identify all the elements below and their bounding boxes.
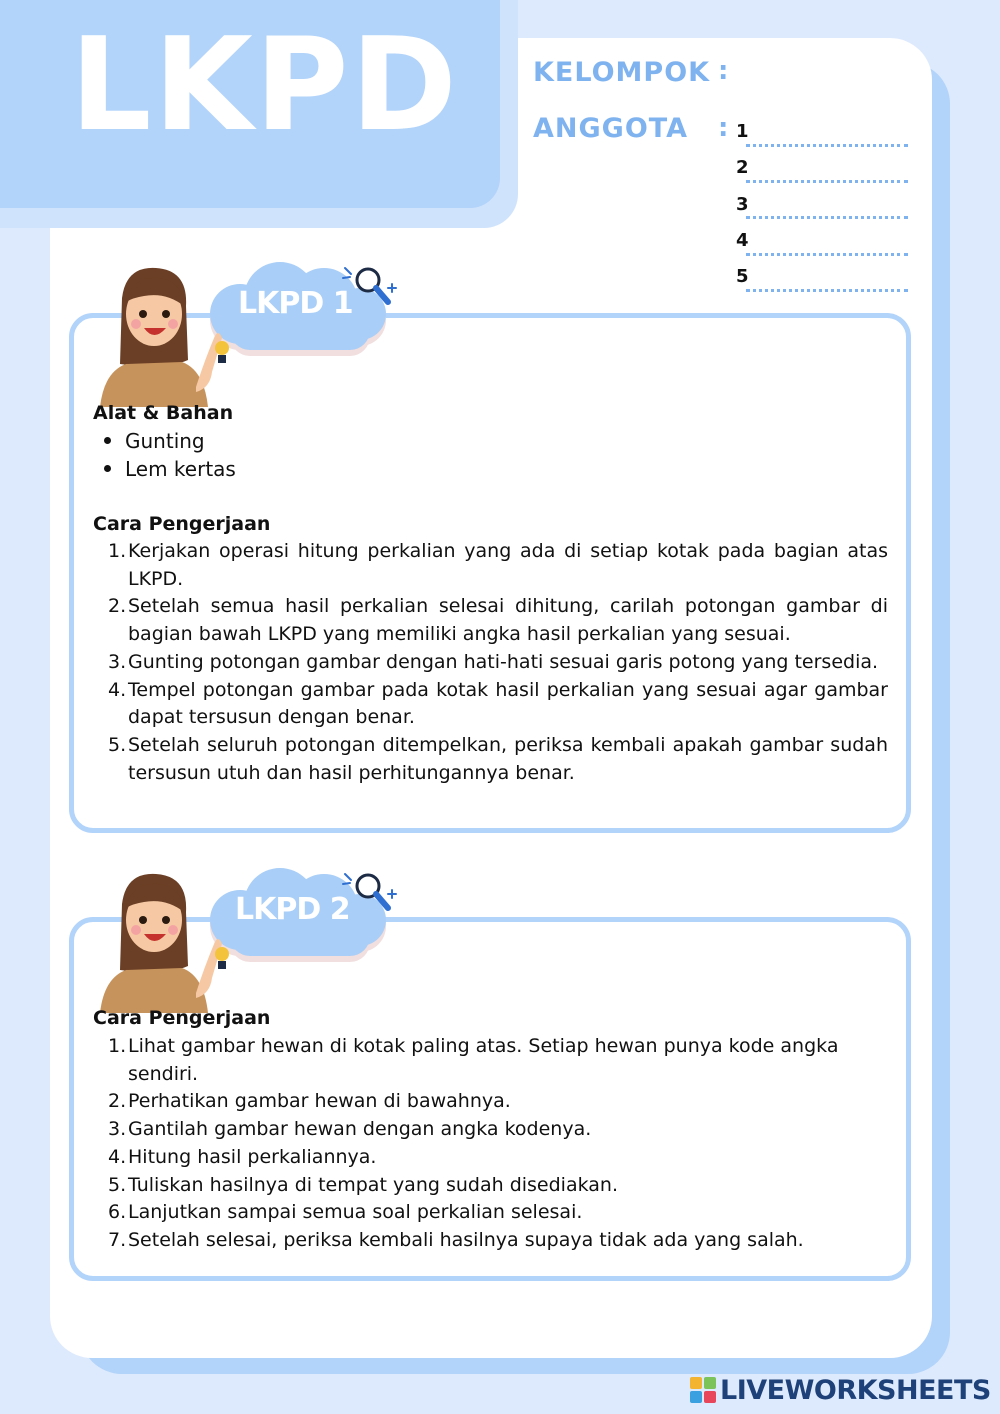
list-item: 4. Hitung hasil perkaliannya. <box>108 1145 377 1168</box>
list-item: 5. Setelah seluruh potongan ditempelkan, periksa kembali apakah gambar sudah tersusun utuh dan hasil perhitungannya benar. <box>108 733 888 784</box>
lightbulb-icon <box>215 947 229 969</box>
member-number-4: 4 <box>736 230 749 251</box>
liveworksheets-wordmark: LIVEWORKSHEETS <box>720 1374 991 1406</box>
lkpd1-steps-list <box>108 538 888 787</box>
member-input-5[interactable] <box>746 289 908 292</box>
list-item: 7. Setelah selesai, periksa kembali hasilnya supaya tidak ada yang salah. <box>108 1228 804 1251</box>
liveworksheets-icon <box>690 1377 716 1403</box>
group-colon: : <box>718 56 729 86</box>
list-item: Gunting <box>104 427 236 455</box>
bullet-icon <box>104 465 111 472</box>
lkpd2-steps-list <box>108 1033 888 1255</box>
lkpd2-steps-title: Cara Pengerjaan <box>93 1007 271 1029</box>
lkpd1-steps-title: Cara Pengerjaan <box>93 513 271 535</box>
members-colon: : <box>718 113 729 143</box>
member-number-5: 5 <box>736 266 749 287</box>
lkpd1-materials-list <box>104 427 236 483</box>
member-input-4[interactable] <box>746 253 908 256</box>
lkpd2-badge-label: LKPD 2 <box>235 892 350 927</box>
teacher-illustration <box>96 262 246 407</box>
teacher-illustration <box>96 868 246 1013</box>
member-input-3[interactable] <box>746 216 908 219</box>
list-item: 3. Gunting potongan gambar dengan hati-hati sesuai garis potong yang tersedia. <box>108 650 879 673</box>
lkpd1-badge-label: LKPD 1 <box>238 286 353 321</box>
member-number-3: 3 <box>736 194 749 215</box>
member-input-2[interactable] <box>746 180 908 183</box>
list-item: Lem kertas <box>104 455 236 483</box>
list-item: 2. Perhatikan gambar hewan di bawahnya. <box>108 1090 511 1113</box>
list-item: 1. Kerjakan operasi hitung perkalian yang ada di setiap kotak pada bagian atas LKPD. <box>108 540 888 590</box>
list-item: 5. Tuliskan hasilnya di tempat yang sudah disediakan. <box>108 1173 619 1196</box>
lkpd1-materials-title: Alat & Bahan <box>93 402 234 424</box>
member-number-2: 2 <box>736 157 749 178</box>
list-item: 4. Tempel potongan gambar pada kotak hasil perkalian yang sesuai agar gambar dapat tersusun dengan benar. <box>108 678 888 729</box>
lightbulb-icon <box>215 341 229 363</box>
list-item: 3. Gantilah gambar hewan dengan angka kodenya. <box>108 1118 592 1141</box>
members-label: ANGGOTA <box>533 113 688 144</box>
member-input-1[interactable] <box>746 144 908 147</box>
bullet-icon <box>104 437 111 444</box>
list-item: 1. Lihat gambar hewan di kotak paling atas. Setiap hewan punya kode angka sendiri. <box>108 1035 839 1085</box>
page-title: LKPD <box>70 11 459 160</box>
list-item: 2. Setelah semua hasil perkalian selesai dihitung, carilah potongan gambar di bagian bawah LKPD yang memiliki angka hasil perkalian yang sesuai. <box>108 595 888 646</box>
member-number-1: 1 <box>736 121 749 142</box>
list-item: 6. Lanjutkan sampai semua soal perkalian selesai. <box>108 1201 583 1224</box>
group-label: KELOMPOK <box>533 57 711 88</box>
liveworksheets-logo[interactable] <box>690 1374 991 1406</box>
